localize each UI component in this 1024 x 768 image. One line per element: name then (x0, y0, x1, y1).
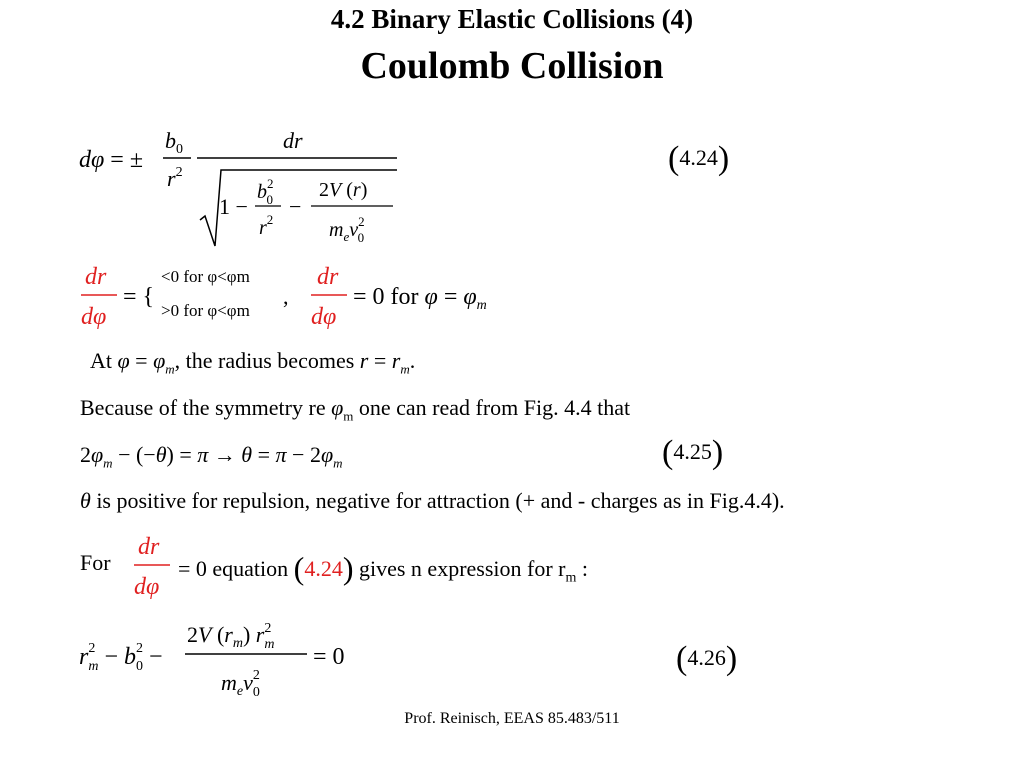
theta-line (80, 488, 785, 514)
equation-number-4-26: (4.26) (676, 640, 738, 677)
svg-text:mev20: $m_ev^2$ 0 (329, 214, 365, 245)
svg-text:r2: $r^2$ (259, 212, 274, 239)
svg-text:dφ: dφ (311, 304, 337, 330)
radius-line: At $\varphi = \varphi_m$, the radius becomes $r = r_m$. (90, 348, 416, 377)
equation-number-4-24: (4.24) (668, 140, 730, 177)
dr-dphi-condition (75, 258, 525, 338)
svg-text:dr: dr (138, 534, 160, 560)
footer-credit: Prof. Reinisch, EEAS 85.483/511 (404, 710, 620, 727)
symmetry-line: Because of the symmetry re $\varphi_m$ one can read from Fig. 4.4 that (80, 395, 631, 424)
equation-4-25: $2\varphi_m - (-\theta) = \pi \to \theta = \pi - 2\varphi_m$ (80, 442, 343, 471)
for-line-rest: = 0 equation (4.24) gives n expression for $r_m$ : (178, 550, 589, 586)
svg-text:<0 for φ<φm: <0 for φ<φm (161, 267, 250, 286)
expression-text: gives n expression for r (358, 556, 566, 581)
theta-text: is positive for repulsion, negative for attraction (+ and - charges as in Fig.4.4). (96, 488, 785, 513)
equation-4-26 (75, 612, 375, 702)
equation-number-4-25: (4.25) (662, 434, 724, 471)
svg-text:r2m − b20 −: $r^2$ $m - b^2$ 0 − (79, 641, 163, 674)
svg-text:dr: dr (85, 264, 107, 290)
svg-text:dr: dr (283, 128, 303, 153)
svg-text:dφ = ±: dφ = ± (79, 147, 143, 173)
slide-subtitle: Coulomb Collision (360, 45, 664, 87)
svg-text:dφ: dφ (134, 574, 160, 600)
svg-text:= {: = { (123, 284, 155, 310)
svg-text:,: , (283, 284, 289, 309)
svg-text:mev20: $m_ev^2$ 0 (221, 668, 260, 700)
at-label: At (90, 348, 112, 373)
svg-text:dφ: dφ (81, 304, 107, 330)
svg-text:= 0 for φ = φm: = 0 for $\varphi = \varphi_m$ (353, 284, 487, 313)
svg-text:r2: $r^2$ (167, 165, 183, 191)
svg-text:1 −: 1 − (219, 194, 248, 219)
symmetry-text-before: Because of the symmetry re (80, 395, 326, 420)
svg-text:= 0: = 0 (313, 644, 345, 670)
for-label: For (80, 550, 111, 575)
theta-symbol: θ (80, 488, 91, 513)
svg-text:b0: $b_0$ (165, 128, 183, 157)
symmetry-text-after: one can read from Fig. 4.4 that (358, 395, 631, 420)
radius-text: the radius becomes (185, 348, 355, 373)
svg-text:dr: dr (317, 264, 339, 290)
equation-label: = 0 equation (178, 556, 289, 581)
slide-title: 4.2 Binary Elastic Collisions (4) (330, 4, 694, 34)
dr-dphi-fraction (130, 532, 178, 602)
svg-text:2V (r): 2V (r) (319, 179, 368, 201)
svg-text:>0 for φ<φm: >0 for φ<φm (161, 301, 250, 320)
equation-4-24 (75, 122, 415, 252)
svg-text:−: − (289, 194, 302, 219)
svg-text:b20: $b^2$ 0 (257, 176, 274, 207)
equation-ref-4-24[interactable]: 4.24 (304, 556, 343, 581)
svg-text:2V (rm) r2m: 2V $(r_m)$ $r^2$ m (187, 621, 275, 652)
